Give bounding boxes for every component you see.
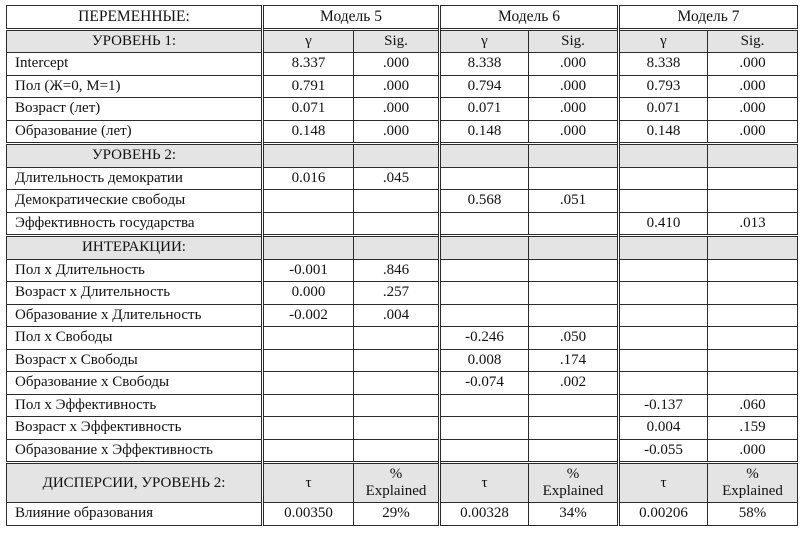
interactions-header-empty-cell [354,236,440,260]
sig-cell: .257 [354,282,440,305]
value-cell [263,327,354,350]
sig-cell [354,212,440,236]
value-cell: 0.071 [440,98,529,121]
row-label: Образование x Эффективность [7,439,263,463]
sig-cell: .000 [529,75,619,98]
value-cell [440,417,529,440]
row-label: Возраст x Свободы [7,349,263,372]
sig-cell: .000 [708,53,798,76]
sig-cell [354,327,440,350]
table-row [7,190,798,213]
value-cell: 0.148 [619,120,708,144]
value-cell [440,212,529,236]
sig-cell [529,282,619,305]
value-cell [263,372,354,395]
row-label: Возраст (лет) [7,98,263,121]
table-row [7,75,798,98]
value-cell [440,439,529,463]
value-cell [263,439,354,463]
table-row [7,417,798,440]
variance-header-subheader: τ [440,463,529,503]
value-cell [263,212,354,236]
table-row [7,503,798,526]
level-1-header-subheader: γ [263,29,354,53]
value-cell [263,394,354,417]
sig-cell: .000 [708,98,798,121]
value-cell: 0.791 [263,75,354,98]
value-cell: 8.337 [263,53,354,76]
interactions-header-empty-cell [263,236,354,260]
level-1-header-subheader: γ [440,29,529,53]
pct-explained-line: Explained [365,483,427,499]
value-cell: 0.568 [440,190,529,213]
sig-cell [354,372,440,395]
sig-cell: 58% [708,503,798,526]
sig-cell: .000 [529,98,619,121]
sig-cell: .050 [529,327,619,350]
variance-header-row [7,463,798,503]
table-row [7,304,798,327]
value-cell: -0.137 [619,394,708,417]
value-cell: 0.148 [440,120,529,144]
sig-cell: .000 [354,53,440,76]
value-cell [619,349,708,372]
value-cell: 0.016 [263,167,354,190]
level-1-header-row [7,29,798,53]
variance-header-pct-explained [354,463,440,503]
sig-cell: .000 [708,439,798,463]
header-row [7,6,798,30]
row-label: Образование (лет) [7,120,263,144]
value-cell [263,417,354,440]
row-label: Intercept [7,53,263,76]
level-1-header-title: УРОВЕНЬ 1: [7,29,263,53]
pct-explained-line: Explained [722,483,783,499]
sig-cell: .051 [529,190,619,213]
sig-cell: .174 [529,349,619,372]
value-cell: -0.246 [440,327,529,350]
sig-cell [529,417,619,440]
table-row [7,439,798,463]
variance-header-title: ДИСПЕРСИИ, УРОВЕНЬ 2: [7,463,263,503]
sig-cell: .000 [354,120,440,144]
sig-cell: .000 [529,120,619,144]
sig-cell: .004 [354,304,440,327]
sig-cell [354,394,440,417]
value-cell [619,372,708,395]
value-cell: 0.793 [619,75,708,98]
value-cell: 0.071 [263,98,354,121]
table-row [7,212,798,236]
value-cell [440,282,529,305]
sig-cell [708,167,798,190]
level-2-header-empty-cell [529,144,619,168]
interactions-header-empty-cell [529,236,619,260]
table-row [7,98,798,121]
sig-cell [708,327,798,350]
value-cell [440,304,529,327]
sig-cell: .000 [708,120,798,144]
sig-cell [708,349,798,372]
interactions-header-title: ИНТЕРАКЦИИ: [7,236,263,260]
value-cell [619,259,708,282]
value-cell: 0.794 [440,75,529,98]
level-2-header-row [7,144,798,168]
pct-explained-line: Explained [542,483,604,499]
sig-cell [529,259,619,282]
row-label: Образование x Длительность [7,304,263,327]
model-6-header: Модель 6 [440,6,619,30]
variance-header-subheader: τ [263,463,354,503]
value-cell: -0.001 [263,259,354,282]
value-cell [619,190,708,213]
pct-explained-line: % [566,466,580,482]
value-cell [263,190,354,213]
sig-cell [708,372,798,395]
sig-cell [354,439,440,463]
level-1-header-subheader: Sig. [354,29,440,53]
value-cell: 8.338 [619,53,708,76]
value-cell: 0.00350 [263,503,354,526]
row-label: Возраст x Эффективность [7,417,263,440]
level-1-header-subheader: Sig. [708,29,798,53]
sig-cell: .002 [529,372,619,395]
value-cell: 8.338 [440,53,529,76]
sig-cell [708,282,798,305]
row-label: Эффективность государства [7,212,263,236]
sig-cell [529,394,619,417]
value-cell [263,349,354,372]
sig-cell [708,304,798,327]
row-label: Влияние образования [7,503,263,526]
sig-cell [354,349,440,372]
level-2-header-empty-cell [263,144,354,168]
level-2-header-title: УРОВЕНЬ 2: [7,144,263,168]
row-label: Пол x Длительность [7,259,263,282]
level-2-header-empty-cell [708,144,798,168]
sig-cell: 29% [354,503,440,526]
level-2-header-empty-cell [619,144,708,168]
value-cell [440,167,529,190]
variance-header-subheader: τ [619,463,708,503]
sig-cell: .846 [354,259,440,282]
value-cell: -0.074 [440,372,529,395]
level-1-header-subheader: Sig. [529,29,619,53]
row-label: Образование x Свободы [7,372,263,395]
sig-cell: .045 [354,167,440,190]
value-cell: 0.008 [440,349,529,372]
interactions-header-empty-cell [440,236,529,260]
sig-cell: .000 [708,75,798,98]
variance-header-pct-explained [708,463,798,503]
value-cell: 0.00328 [440,503,529,526]
value-cell: 0.000 [263,282,354,305]
table-row [7,259,798,282]
model-5-header: Модель 5 [263,6,440,30]
row-label: Демократические свободы [7,190,263,213]
sig-cell: .013 [708,212,798,236]
sig-cell: .000 [354,98,440,121]
pct-explained-line: % [746,466,759,482]
value-cell: 0.004 [619,417,708,440]
sig-cell: .060 [708,394,798,417]
table-row [7,372,798,395]
sig-cell [529,212,619,236]
interactions-header-empty-cell [619,236,708,260]
interactions-header-row [7,236,798,260]
value-cell: 0.410 [619,212,708,236]
table-row [7,167,798,190]
table-row [7,53,798,76]
level-2-header-empty-cell [440,144,529,168]
sig-cell: .000 [529,53,619,76]
value-cell: -0.055 [619,439,708,463]
results-table-body [7,6,798,526]
sig-cell: .159 [708,417,798,440]
table-row [7,349,798,372]
level-1-header-subheader: γ [619,29,708,53]
row-label: Пол x Эффективность [7,394,263,417]
value-cell [440,259,529,282]
level-2-header-empty-cell [354,144,440,168]
sig-cell [708,190,798,213]
row-label: Пол (Ж=0, М=1) [7,75,263,98]
sig-cell [529,167,619,190]
sig-cell [354,417,440,440]
variables-header: ПЕРЕМЕННЫЕ: [7,6,263,30]
model-7-header: Модель 7 [619,6,798,30]
value-cell [619,282,708,305]
results-table [6,5,798,526]
sig-cell [529,304,619,327]
table-row [7,282,798,305]
value-cell: 0.00206 [619,503,708,526]
value-cell: 0.148 [263,120,354,144]
value-cell [619,304,708,327]
pct-explained-line: % [389,466,403,482]
value-cell [619,167,708,190]
interactions-header-empty-cell [708,236,798,260]
table-row [7,327,798,350]
sig-cell [529,439,619,463]
row-label: Длительность демократии [7,167,263,190]
table-row [7,120,798,144]
sig-cell: .000 [354,75,440,98]
value-cell: 0.071 [619,98,708,121]
value-cell [619,327,708,350]
value-cell [440,394,529,417]
sig-cell [708,259,798,282]
value-cell: -0.002 [263,304,354,327]
row-label: Возраст x Длительность [7,282,263,305]
table-row [7,394,798,417]
variance-header-pct-explained [529,463,619,503]
row-label: Пол x Свободы [7,327,263,350]
sig-cell: 34% [529,503,619,526]
sig-cell [354,190,440,213]
